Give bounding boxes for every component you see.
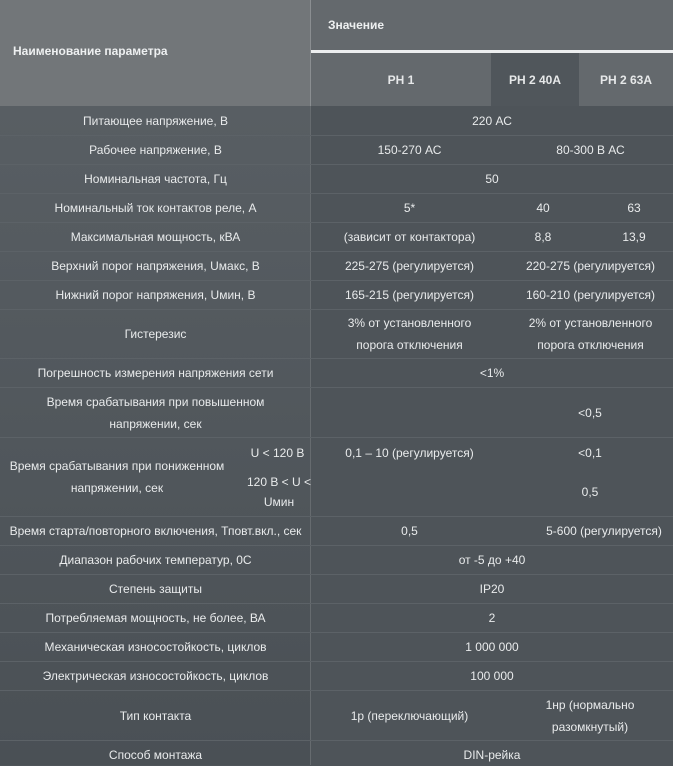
value-rn2-63a: 63 [627,201,641,215]
row-value: от -5 до +40 [458,553,526,567]
row-name: Время срабатывания при пониженном напряжении, сек [9,459,225,495]
row-value: 1 000 000 [465,640,519,654]
row-value: DIN-рейка [463,748,521,762]
value-rn2-40a: 8,8 [534,230,552,244]
row-value: IP20 [479,582,505,596]
row-name: Нижний порог напряжения, Uмин, В [55,288,256,302]
row-name: Гистерезис [124,327,187,341]
table-row [0,309,673,358]
table-row [0,574,673,603]
value-rn2: 1нр (нормально разомкнутый) [545,697,635,734]
value-rn1: 1р (переключающий) [350,708,469,723]
table-row [0,251,673,280]
param-name-header: Наименование параметра [0,0,311,106]
row-name: Номинальная частота, Гц [84,172,227,186]
row-name: Максимальная мощность, кВА [70,230,241,244]
row-name: Время срабатывания при повышенном напряжении, сек [46,394,265,431]
row-name: Верхний порог напряжения, Uмакс, В [51,259,260,273]
value-rn2: 160-210 (регулируется) [525,288,656,302]
table-row [0,193,673,222]
table-header [0,0,673,106]
table-row [0,603,673,632]
row-value: <1% [479,366,505,380]
value-rn2: 5-600 (регулируется) [546,524,662,538]
row-name: Степень защиты [109,582,202,596]
row-value: 50 [485,172,499,186]
model-header-rn2-63a: РН 2 63А [579,53,673,106]
row-name: Питающее напряжение, В [83,113,228,128]
row-name: Механическая износостойкость, циклов [44,640,267,654]
value-rn1: 165-215 (регулируется) [344,288,475,302]
table-row [0,632,673,661]
model-header-rn1: РН 1 [311,53,491,106]
value-rn1: 0,1 – 10 (регулируется) [345,445,474,460]
table-row [0,661,673,690]
table-row [0,387,673,437]
table-row [0,740,673,765]
condition-low: U < 120 В [250,445,305,460]
row-name: Потребляемая мощность, не более, ВА [45,611,266,625]
value-rn2-mid: 0,5 [581,485,599,499]
row-name: Погрешность измерения напряжения сети [37,366,274,380]
value-rn1: (зависит от контактора) [343,230,476,244]
table-row [0,280,673,309]
table-row [0,516,673,545]
value-rn1: 0,5 [401,524,418,538]
row-name: Диапазон рабочих температур, 0С [59,553,252,567]
value-rn2-40a: 40 [536,201,550,215]
value-rn1: 150-270 АС [377,143,442,157]
table-row [0,106,673,135]
value-rn1: 225-275 (регулируется) [344,259,475,273]
condition-mid: 120 В < U < Uмин [246,475,312,509]
row-name: Электрическая износостойкость, циклов [42,669,269,683]
model-header-rn2-40a: РН 2 40А [491,53,579,106]
table-row [0,690,673,740]
row-value: 220 АС [472,113,512,128]
table-row [0,358,673,387]
value-header: Значение [311,0,673,50]
table-row [0,437,673,516]
row-name: Способ монтажа [108,748,203,762]
value-rn2: <0,5 [578,405,602,420]
value-rn2: 80-300 В АС [556,143,625,157]
table-row [0,135,673,164]
value-rn2: 220-275 (регулируется) [525,259,656,273]
value-rn2-low: <0,1 [578,445,602,460]
value-rn1: 3% от установленного порога отключения [347,316,472,352]
value-rn1: 5* [403,201,416,215]
row-name: Время старта/повторного включения, Тповт.вкл., сек [9,524,302,538]
row-name: Номинальный ток контактов реле, А [54,201,257,215]
table-row [0,545,673,574]
row-value: 2 [488,611,496,625]
table-row [0,164,673,193]
value-rn2-63a: 13,9 [622,230,646,244]
row-value: 100 000 [470,669,514,683]
row-name: Тип контакта [119,708,192,723]
table-row [0,222,673,251]
row-name: Рабочее напряжение, В [89,143,222,157]
value-rn2: 2% от установленного порога отключения [528,316,653,352]
